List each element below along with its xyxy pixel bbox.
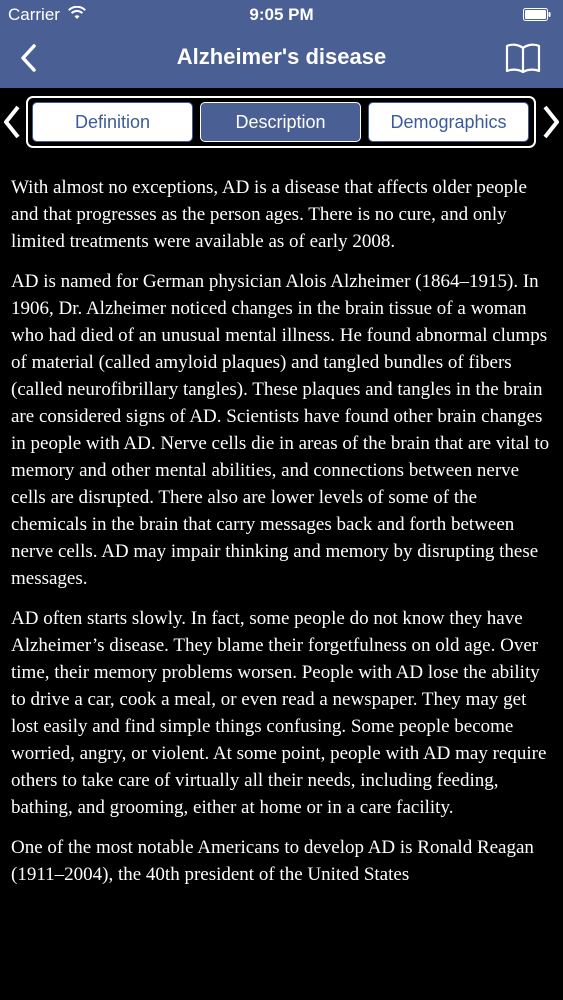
- tabs-frame: [26, 96, 536, 148]
- tab-bar: [0, 94, 563, 150]
- tab-demographics[interactable]: Demographics: [368, 102, 529, 142]
- carrier-label: Carrier: [8, 5, 60, 24]
- header: [0, 0, 563, 88]
- paragraph: AD often starts slowly. In fact, some people do not know they have Alzheimer’s disease. They blame their forgetfulness on old age. Over time, their memory problems worsen. People with AD lose the ability to drive a car, cook a meal, or even read a newspaper. They may get lost easily and find simple things confusing. Some people become worried, angry, or violent. At some point, people with AD may require others to take care of virtually all their needs, including feeding, bathing, and grooming, either at home or in a care facility.: [11, 608, 547, 818]
- tab-definition[interactable]: Definition: [32, 102, 193, 142]
- status-bar: [0, 0, 563, 30]
- chevron-right-icon: [542, 104, 560, 140]
- battery-icon: [523, 8, 551, 21]
- paragraph: With almost no exceptions, AD is a disease that affects older people and that progresses as the person ages. There is no cure, and only limited treatments were available as of early 2008.: [11, 177, 527, 252]
- status-time: 9:05 PM: [249, 5, 314, 24]
- nav-bar: [0, 30, 563, 88]
- book-icon: [505, 42, 541, 74]
- paragraph: AD is named for German physician Alois Alzheimer (1864–1915). In 1906, Dr. Alzheimer noticed changes in the brain tissue of a woman who had died of an unusual mental illness. He found abnormal clumps of material (called amyloid plaques) and tangled bundles of fibers (called neurofibrillary tangles). These plaques and tangles in the brain are considered signs of AD. Scientists have found other brain changes in people with AD. Nerve cells die in areas of the brain that are vital to memory and other mental abilities, and connections between nerve cells are disrupted. There also are lower levels of some of the chemicals in the brain that carry messages back and forth between nerve cells. AD may impair thinking and memory by disrupting these messages.: [11, 271, 550, 589]
- paragraph: One of the most notable Americans to develop AD is Ronald Reagan (1911–2004), the 40th president of the United States: [11, 837, 534, 885]
- bookmarks-button[interactable]: [503, 38, 543, 78]
- tab-description[interactable]: Description: [200, 102, 361, 142]
- tabs-scroll-left-button[interactable]: [0, 100, 24, 144]
- page-title: Alzheimer's disease: [176, 44, 387, 69]
- article-body: [11, 174, 551, 901]
- tabs-scroll-right-button[interactable]: [539, 100, 563, 144]
- chevron-left-icon: [3, 104, 21, 140]
